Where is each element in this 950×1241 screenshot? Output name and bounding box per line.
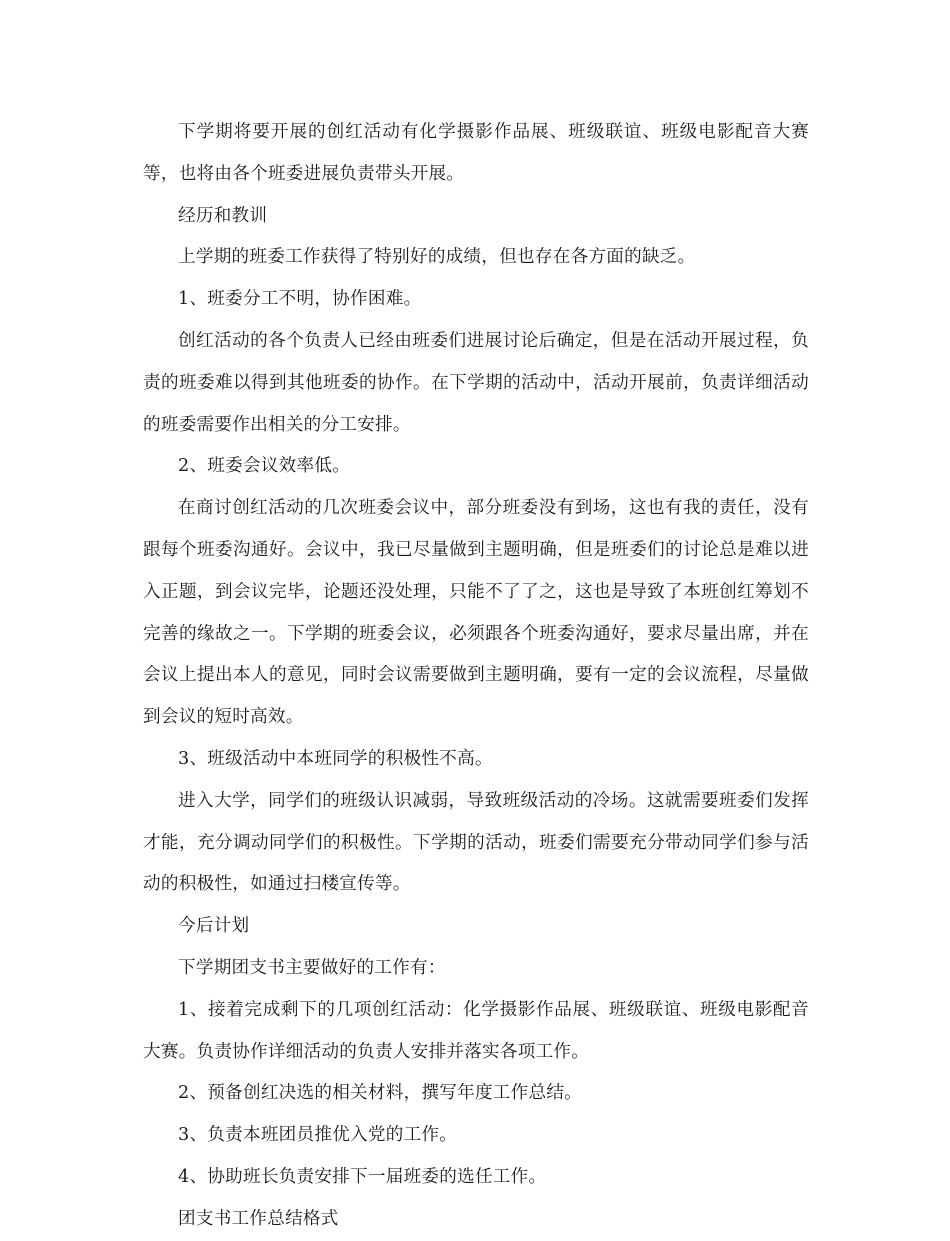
section-heading-experience: 经历和教训 — [178, 205, 268, 226]
list-item-plan-1: 1、接着完成剩下的几项创红活动：化学摄影作品展、班级联谊、班级电影配音大赛。负责协作详细活动的负责人安排并落实各项工作。 — [143, 999, 809, 1062]
section-heading-format: 团支书工作总结格式 — [178, 1208, 339, 1229]
paragraph-issue-1-detail: 创红活动的各个负责人已经由班委们进展讨论后确定，但是在活动开展过程，负责的班委难以得到其他班委的协作。在下学期的活动中，活动开展前，负责详细活动的班委需要作出相关的分工安排。 — [143, 330, 809, 435]
document-body — [143, 112, 809, 1241]
section-heading-plan: 今后计划 — [178, 916, 250, 937]
list-item-issue-3: 3、班级活动中本班同学的积极性不高。 — [178, 748, 493, 769]
list-item-plan-2: 2、预备创红决选的相关材料，撰写年度工作总结。 — [178, 1083, 583, 1104]
paragraph-issue-3-detail: 进入大学，同学们的班级认识减弱，导致班级活动的冷场。这就需要班委们发挥才能，充分调动同学们的积极性。下学期的活动，班委们需要充分带动同学们参与活动的积极性，如通过扫楼宣传等。 — [143, 790, 809, 895]
paragraph-plan-intro: 下学期团支书主要做好的工作有： — [178, 957, 446, 978]
list-item-issue-1: 1、班委分工不明，协作困难。 — [178, 289, 422, 310]
list-item-plan-3: 3、负责本班团员推优入党的工作。 — [178, 1125, 458, 1146]
paragraph-issue-2-detail: 在商讨创红活动的几次班委会议中，部分班委没有到场，这也有我的责任，没有跟每个班委沟通好。会议中，我已尽量做到主题明确，但是班委们的讨论总是难以进入正题，到会议完毕，论题还没处理，只能不了了之，这也是导致了本班创红筹划不完善的缘故之一。下学期的班委会议，必须跟各个班委沟通好，要求尽量出席，并在会议上提出本人的意见，同时会议需要做到主题明确，要有一定的会议流程，尽量做到会议的短时高效。 — [143, 498, 809, 728]
list-item-issue-2: 2、班委会议效率低。 — [178, 456, 351, 477]
paragraph-summary: 上学期的班委工作获得了特别好的成绩，但也存在各方面的缺乏。 — [178, 247, 696, 268]
paragraph-upcoming-activities: 下学期将要开展的创红活动有化学摄影作品展、班级联谊、班级电影配音大赛等，也将由各个班委进展负责带头开展。 — [143, 122, 809, 184]
list-item-plan-4: 4、协助班长负责安排下一届班委的选任工作。 — [178, 1166, 547, 1187]
